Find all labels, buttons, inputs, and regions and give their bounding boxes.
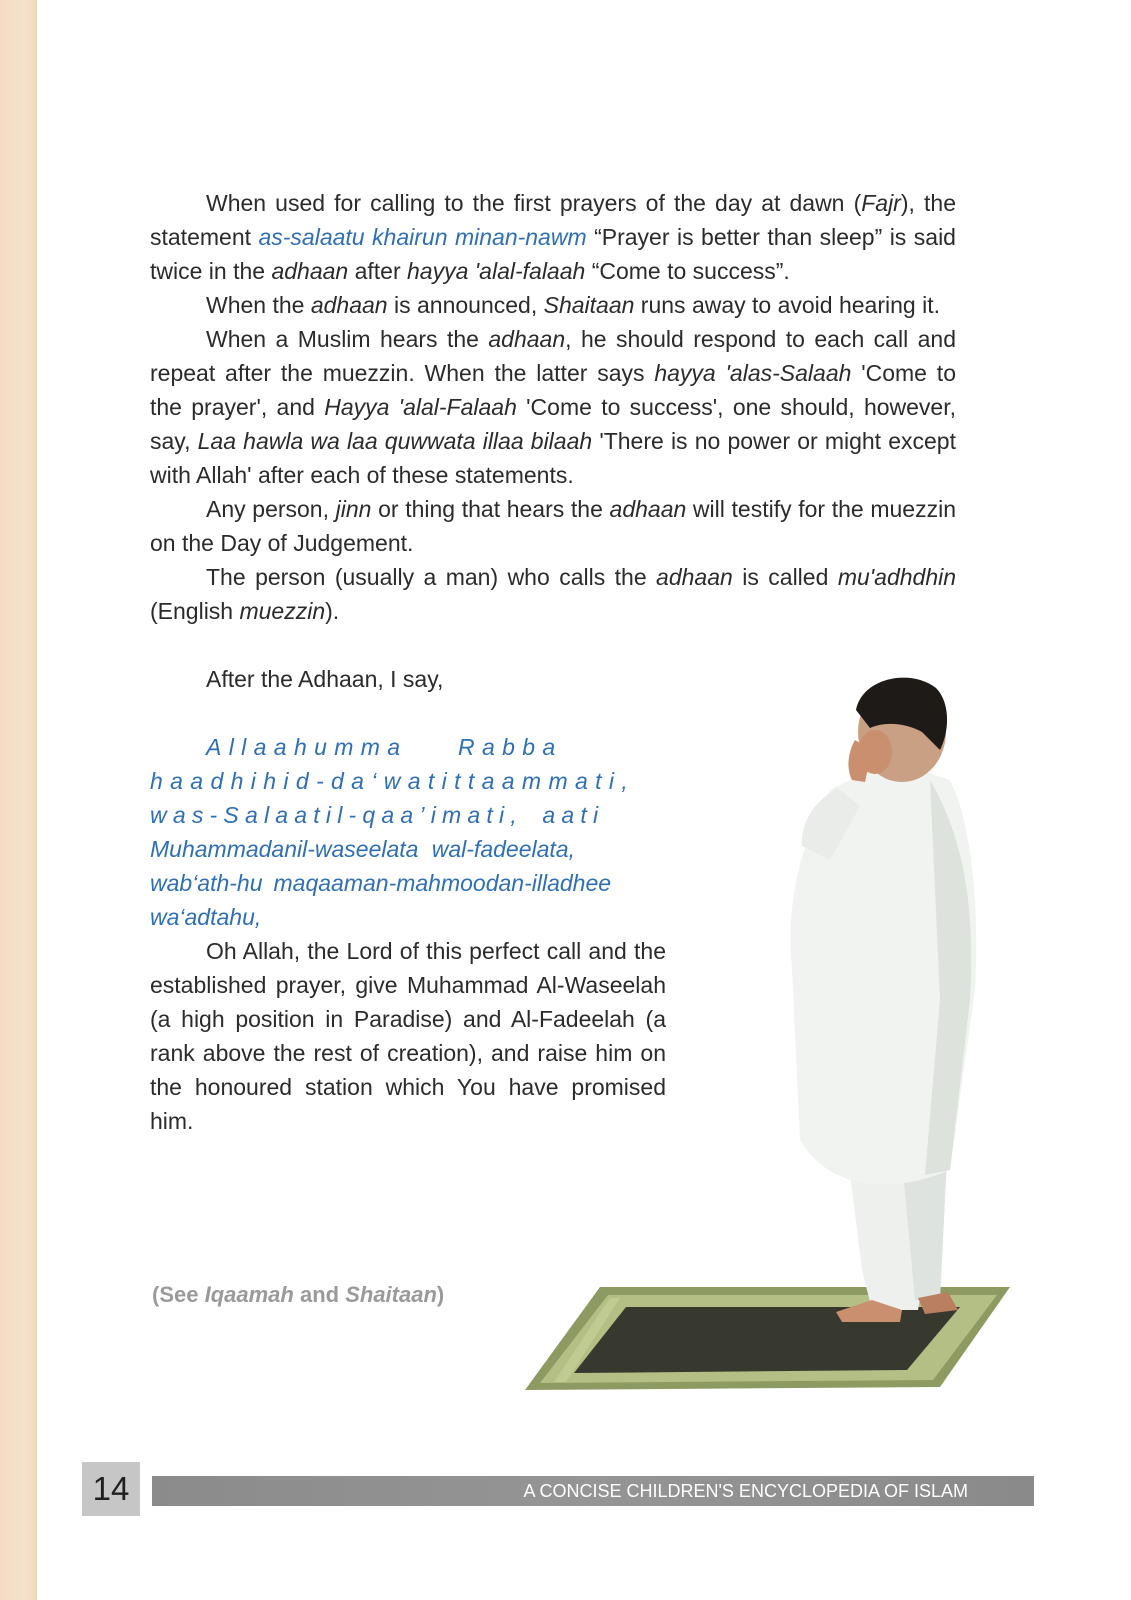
see-also	[152, 1282, 444, 1308]
term-salaah: hayya 'alas-Salaah	[654, 360, 852, 386]
text: When a Muslim hears the	[206, 326, 489, 352]
footer-book-title: A CONCISE CHILDREN'S ENCYCLOPEDIA OF ISLAM	[152, 1476, 1034, 1506]
term-fajr: Fajr	[861, 190, 901, 216]
after-adhaan-intro: After the Adhaan, I say,	[206, 666, 444, 692]
dua-line: Allaahumma Rabba	[206, 734, 563, 760]
page-side-strip	[0, 0, 37, 1600]
dua-translation: Oh Allah, the Lord of this perfect call and the established prayer, give Muhammad Al-Waseelah (a high position in Paradise) and Al-Fadeelah (a rank above the rest of creation), and raise him on the honoured station which You have promised him.	[150, 938, 666, 1134]
term-muezzin: muezzin	[239, 598, 326, 624]
text: When used for calling to the first prayers of the day at dawn (	[206, 190, 862, 216]
term-adhaan: adhaan	[488, 326, 566, 352]
paragraph-respond	[150, 322, 956, 492]
dua-line: wab‘ath-hu maqaaman-mahmoodan-illadhee	[150, 870, 612, 896]
text: Any person,	[206, 496, 336, 522]
text: and	[293, 1282, 346, 1307]
dua-line: Muhammadanil-waseelata wal-fadeelata,	[150, 836, 575, 862]
term-falaah: Hayya 'alal-Falaah	[324, 394, 517, 420]
see-iqaamah-link: Iqaamah	[204, 1282, 294, 1307]
text: 'Come to the prayer', and	[150, 360, 956, 420]
term-hawla: Laa hawla wa laa quwwata illaa bilaah	[197, 428, 593, 454]
text: 'There is no power or might except with Allah' after each of these statements.	[150, 428, 956, 488]
text: is announced,	[387, 292, 544, 318]
text: runs away to avoid hearing it.	[634, 292, 940, 318]
text: “Prayer is better than sleep” is said twice in the	[150, 224, 956, 284]
text: )	[436, 1282, 445, 1307]
text: 'Come to success', one should, however, say,	[150, 394, 957, 454]
dua-line: wa‘adtahu,	[150, 904, 262, 930]
term-adhaan: adhaan	[310, 292, 388, 318]
text: after	[348, 258, 408, 284]
see-shaitaan-link: Shaitaan	[345, 1282, 437, 1307]
dua-line: was-Salaatil-qaa’imati, aati	[150, 802, 605, 828]
paragraph-fajr	[150, 186, 956, 288]
term-adhaan: adhaan	[609, 496, 687, 522]
paragraph-muezzin	[150, 560, 956, 628]
text: The person (usually a man) who calls the	[206, 564, 657, 590]
term-adhaan: adhaan	[271, 258, 349, 284]
term-hayya: hayya 'alal-falaah	[407, 258, 586, 284]
text: ).	[325, 598, 340, 624]
term-muadhdhin: mu'adhdhin	[837, 564, 957, 590]
text: “Come to success”.	[585, 258, 790, 284]
text: or thing that hears the	[371, 496, 610, 522]
text: is called	[732, 564, 838, 590]
text: ), the statement	[150, 190, 956, 250]
text: (See	[152, 1282, 205, 1307]
boy-praying-on-prayer-mat-illustration	[470, 670, 1030, 1420]
text: will testify for the muezzin on the Day of Judgement.	[150, 496, 956, 556]
page-number: 14	[82, 1462, 140, 1516]
transliteration: as-salaatu khairun minan-nawm	[258, 224, 587, 250]
term-shaitaan: Shaitaan	[543, 292, 635, 318]
dua-line: haadhihid-da‘watittaammati,	[150, 768, 636, 794]
paragraph-shaitaan	[150, 288, 956, 322]
paragraph-testify	[150, 492, 956, 560]
term-jinn: jinn	[335, 496, 372, 522]
text: , he should respond to each call and repeat after the muezzin. When the latter says	[150, 326, 956, 386]
text: (English	[150, 598, 240, 624]
term-adhaan: adhaan	[656, 564, 733, 590]
text: When the	[206, 292, 311, 318]
